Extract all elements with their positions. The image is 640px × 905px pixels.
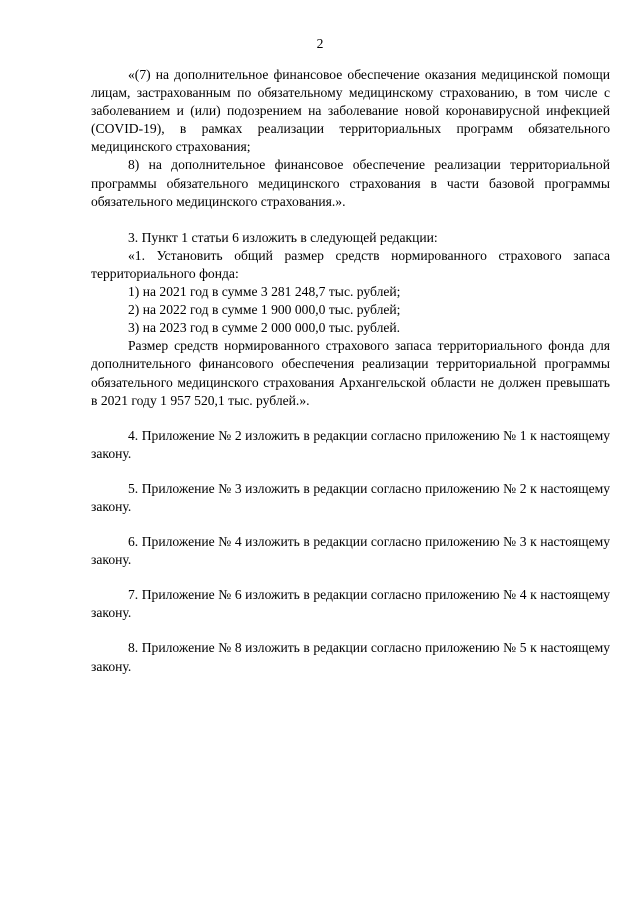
list-item-2022: 2) на 2022 год в сумме 1 900 000,0 тыс. рублей; [128,302,401,318]
paragraph-item-8: 8) на дополнительное финансовое обеспечение реализации территориальной программы обязательного медицинского страхования в части базовой программы обязательного медицинского страхования.». [91,157,610,209]
paragraph-point-1: «1. Установить общий размер средств нормированного страхового запаса территориального фонда: [91,247,610,281]
list-item-2021: 1) на 2021 год в сумме 3 281 248,7 тыс. рублей; [128,284,401,300]
list-item-2023: 3) на 2023 год в сумме 2 000 000,0 тыс. рублей. [128,320,401,336]
page-number: 2 [316,36,324,51]
paragraph-amendment-5: 5. Приложение № 3 изложить в редакции согласно приложению № 2 к настоящему закону. [91,480,610,514]
paragraph-amendment-6: 6. Приложение № 4 изложить в редакции согласно приложению № 3 к настоящему закону. [91,534,610,568]
paragraph-amendment-4: 4. Приложение № 2 изложить в редакции согласно приложению № 1 к настоящему закону. [91,427,610,461]
paragraph-amendment-8: 8. Приложение № 8 изложить в редакции согласно приложению № 5 к настоящему закону. [91,640,610,674]
paragraph-item-7: «(7) на дополнительное финансовое обеспечение оказания медицинской помощи лицам, застрахованным по обязательному медицинскому страхованию, в том числе с заболеванием и (или) подозрением на заболевание новой коронавирусной инфекцией (COVID-19), в рамках реализации территориальных программ обязательного медицинского страхования; [91,67,610,155]
paragraph-amendment-7: 7. Приложение № 6 изложить в редакции согласно приложению № 4 к настоящему закону. [91,587,610,621]
paragraph-amendment-3: 3. Пункт 1 статьи 6 изложить в следующей редакции: [128,229,438,245]
document-body [91,66,610,676]
paragraph-reserve-limit: Размер средств нормированного страхового запаса территориального фонда для дополнительного финансового обеспечения реализации территориальной программы обязательного медицинского страхования Архангельской области не должен превышать в 2021 году 1 957 520,1 тыс. рублей.». [91,338,610,408]
